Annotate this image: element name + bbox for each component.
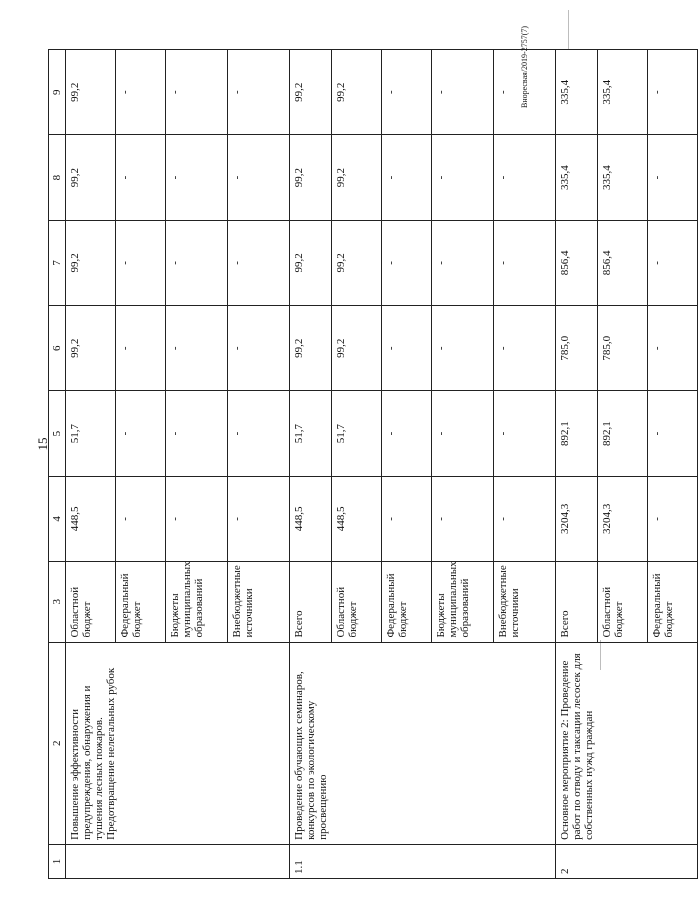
amount-cell: - xyxy=(382,391,432,476)
amount-cell: 99,2 xyxy=(290,135,332,220)
amount-cell: 99,2 xyxy=(66,50,116,135)
amount-cell: - xyxy=(494,476,556,561)
amount-cell: - xyxy=(648,306,698,391)
row-number: 1.1 xyxy=(290,844,556,878)
amount-cell: 856,4 xyxy=(598,220,648,305)
amount-cell: 3204,3 xyxy=(598,476,648,561)
table-row xyxy=(66,50,116,879)
amount-cell: 335,4 xyxy=(556,135,598,220)
amount-cell: - xyxy=(432,306,494,391)
amount-cell: 99,2 xyxy=(332,135,382,220)
column-header: 3 xyxy=(49,562,66,642)
amount-cell: 99,2 xyxy=(332,306,382,391)
amount-cell: 335,4 xyxy=(598,50,648,135)
amount-cell: - xyxy=(382,476,432,561)
amount-cell: - xyxy=(116,50,166,135)
funding-source: Всего xyxy=(290,562,332,642)
funding-source: Бюджеты муниципальных образований xyxy=(432,562,494,642)
table-row xyxy=(290,50,332,879)
funding-source: Всего xyxy=(556,562,598,642)
header-row xyxy=(49,50,66,879)
amount-cell: - xyxy=(116,476,166,561)
amount-cell: 51,7 xyxy=(332,391,382,476)
amount-cell: 856,4 xyxy=(556,220,598,305)
amount-cell: - xyxy=(228,391,290,476)
amount-cell: - xyxy=(648,220,698,305)
amount-cell: - xyxy=(116,220,166,305)
column-header: 1 xyxy=(49,844,66,878)
amount-cell: - xyxy=(648,476,698,561)
amount-cell: - xyxy=(166,476,228,561)
amount-cell: - xyxy=(494,391,556,476)
amount-cell: - xyxy=(432,391,494,476)
amount-cell: 448,5 xyxy=(290,476,332,561)
page-number: 15 xyxy=(35,437,50,451)
amount-cell: - xyxy=(228,476,290,561)
rotated-table-wrapper xyxy=(48,49,698,879)
amount-cell: - xyxy=(228,50,290,135)
column-header: 7 xyxy=(49,220,66,305)
amount-cell: - xyxy=(648,391,698,476)
funding-source: Областной бюджет xyxy=(66,562,116,642)
amount-cell: - xyxy=(116,391,166,476)
amount-cell: - xyxy=(432,50,494,135)
activity-name: Проведение обучающих семинаров, конкурсов по экологическому просвещению xyxy=(290,642,556,844)
amount-cell: 335,4 xyxy=(556,50,598,135)
amount-cell: 99,2 xyxy=(290,306,332,391)
row-number xyxy=(66,844,290,878)
table-body xyxy=(66,50,698,879)
amount-cell: - xyxy=(494,50,556,135)
column-header: 4 xyxy=(49,476,66,561)
amount-cell: 3204,3 xyxy=(556,476,598,561)
amount-cell: - xyxy=(648,50,698,135)
amount-cell: - xyxy=(382,135,432,220)
amount-cell: 99,2 xyxy=(290,220,332,305)
amount-cell: - xyxy=(228,306,290,391)
amount-cell: - xyxy=(494,306,556,391)
funding-source: Федеральный бюджет xyxy=(382,562,432,642)
amount-cell: 335,4 xyxy=(598,135,648,220)
amount-cell: - xyxy=(432,220,494,305)
amount-cell: - xyxy=(494,135,556,220)
funding-source: Областной бюджет xyxy=(598,562,648,642)
amount-cell: 51,7 xyxy=(290,391,332,476)
amount-cell: 785,0 xyxy=(556,306,598,391)
activity-name: Основное мероприятие 2: Проведение работ по отводу и таксации лесосек для собственных нужд граждан xyxy=(556,642,698,844)
amount-cell: - xyxy=(116,306,166,391)
funding-source: Областной бюджет xyxy=(332,562,382,642)
amount-cell: - xyxy=(494,220,556,305)
amount-cell: 99,2 xyxy=(66,220,116,305)
column-header: 8 xyxy=(49,135,66,220)
amount-cell: - xyxy=(648,135,698,220)
amount-cell: - xyxy=(166,391,228,476)
activity-name: Повышение эффективности предупреждения, обнаружения и тушения лесных пожаров. Предотвращение нелегальных рубок xyxy=(66,642,290,844)
amount-cell: 448,5 xyxy=(66,476,116,561)
amount-cell: 99,2 xyxy=(332,50,382,135)
amount-cell: - xyxy=(382,306,432,391)
amount-cell: 785,0 xyxy=(598,306,648,391)
column-header: 9 xyxy=(49,50,66,135)
funding-source: Федеральный бюджет xyxy=(648,562,698,642)
funding-source: Внебюджетные источники xyxy=(228,562,290,642)
funding-source: Внебюджетные источники xyxy=(494,562,556,642)
amount-cell: - xyxy=(228,135,290,220)
amount-cell: - xyxy=(432,135,494,220)
amount-cell: 99,2 xyxy=(66,306,116,391)
budget-table xyxy=(48,49,698,879)
amount-cell: 99,2 xyxy=(332,220,382,305)
amount-cell: - xyxy=(116,135,166,220)
column-header: 6 xyxy=(49,306,66,391)
amount-cell: 448,5 xyxy=(332,476,382,561)
amount-cell: - xyxy=(166,220,228,305)
column-header: 5 xyxy=(49,391,66,476)
amount-cell: - xyxy=(382,50,432,135)
amount-cell: - xyxy=(382,220,432,305)
funding-source: Федеральный бюджет xyxy=(116,562,166,642)
amount-cell: 892,1 xyxy=(598,391,648,476)
amount-cell: - xyxy=(166,306,228,391)
amount-cell: 99,2 xyxy=(290,50,332,135)
amount-cell: - xyxy=(166,50,228,135)
row-number: 2 xyxy=(556,844,698,878)
amount-cell: 51,7 xyxy=(66,391,116,476)
table-row xyxy=(556,50,598,879)
amount-cell: 99,2 xyxy=(66,135,116,220)
document-code: Вноресвая/2019-2757(7) xyxy=(520,25,529,108)
funding-source: Бюджеты муниципальных образований xyxy=(166,562,228,642)
amount-cell: - xyxy=(228,220,290,305)
amount-cell: - xyxy=(166,135,228,220)
column-header: 2 xyxy=(49,642,66,844)
amount-cell: - xyxy=(432,476,494,561)
scan-line xyxy=(568,10,569,50)
amount-cell: 892,1 xyxy=(556,391,598,476)
